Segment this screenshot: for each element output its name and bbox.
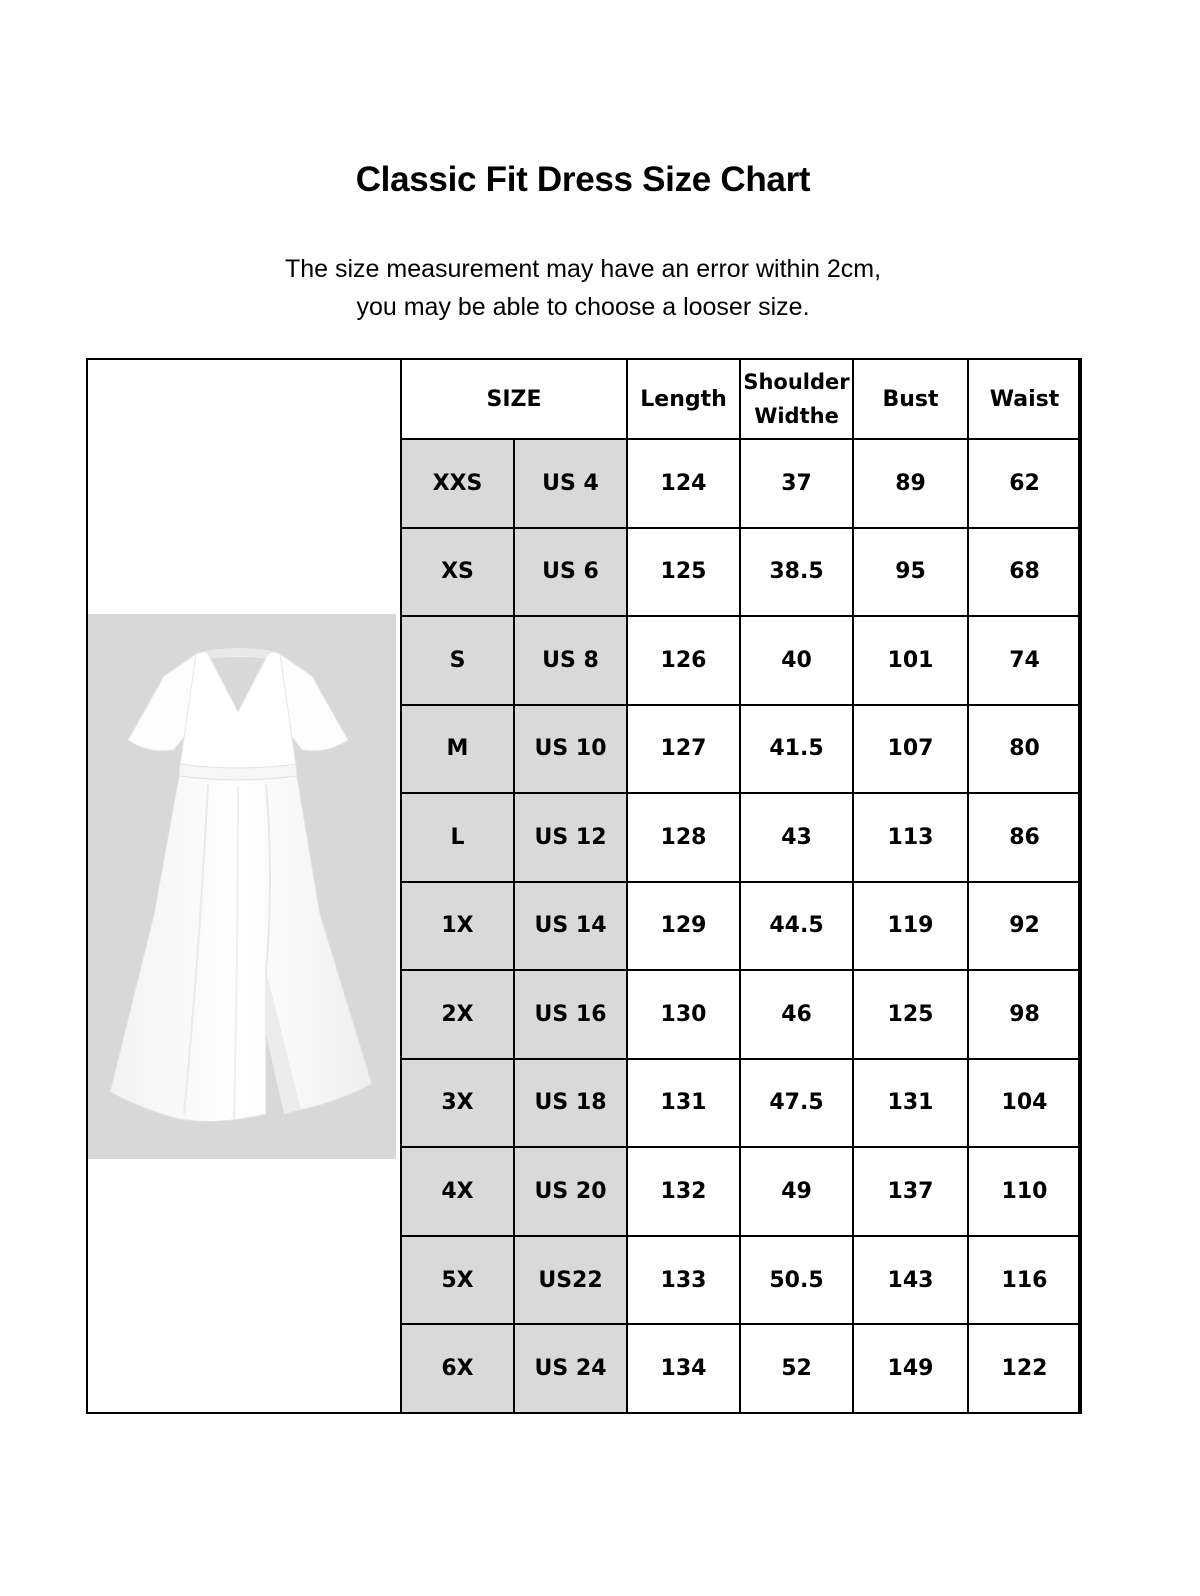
cell-bust: 107 xyxy=(853,705,968,794)
header-bust: Bust xyxy=(853,359,968,439)
cell-shoulder: 47.5 xyxy=(740,1059,853,1148)
cell-us: US 10 xyxy=(514,705,627,794)
table-row xyxy=(401,439,1081,528)
cell-length: 131 xyxy=(627,1059,740,1148)
cell-waist: 62 xyxy=(968,439,1081,528)
cell-us: US 4 xyxy=(514,439,627,528)
header-shoulder-line-2: Widthe xyxy=(754,404,839,428)
cell-shoulder: 44.5 xyxy=(740,882,853,971)
cell-us: US 20 xyxy=(514,1147,627,1236)
table-row xyxy=(401,1324,1081,1413)
cell-bust: 143 xyxy=(853,1236,968,1325)
cell-size: L xyxy=(401,793,514,882)
cell-bust: 125 xyxy=(853,970,968,1059)
table-row xyxy=(401,705,1081,794)
cell-us: US 12 xyxy=(514,793,627,882)
header-shoulder-width xyxy=(740,359,853,439)
cell-bust: 131 xyxy=(853,1059,968,1148)
cell-bust: 119 xyxy=(853,882,968,971)
cell-shoulder: 41.5 xyxy=(740,705,853,794)
cell-waist: 104 xyxy=(968,1059,1081,1148)
cell-length: 126 xyxy=(627,616,740,705)
cell-shoulder: 52 xyxy=(740,1324,853,1413)
cell-us: US 16 xyxy=(514,970,627,1059)
table-row xyxy=(401,970,1081,1059)
cell-waist: 122 xyxy=(968,1324,1081,1413)
cell-length: 128 xyxy=(627,793,740,882)
cell-us: US22 xyxy=(514,1236,627,1325)
cell-bust: 113 xyxy=(853,793,968,882)
size-note-line-1: The size measurement may have an error within 2cm, xyxy=(284,255,882,283)
cell-us: US 6 xyxy=(514,528,627,617)
cell-size: 6X xyxy=(401,1324,514,1413)
table-row xyxy=(401,528,1081,617)
size-note xyxy=(0,250,1166,326)
cell-waist: 68 xyxy=(968,528,1081,617)
cell-size: 3X xyxy=(401,1059,514,1148)
cell-size: XXS xyxy=(401,439,514,528)
cell-length: 134 xyxy=(627,1324,740,1413)
cell-us: US 24 xyxy=(514,1324,627,1413)
cell-shoulder: 46 xyxy=(740,970,853,1059)
cell-waist: 116 xyxy=(968,1236,1081,1325)
page-title: Classic Fit Dress Size Chart xyxy=(355,160,811,199)
table-row xyxy=(401,1236,1081,1325)
cell-waist: 80 xyxy=(968,705,1081,794)
cell-size: XS xyxy=(401,528,514,617)
cell-shoulder: 38.5 xyxy=(740,528,853,617)
header-length: Length xyxy=(627,359,740,439)
cell-size: M xyxy=(401,705,514,794)
cell-length: 125 xyxy=(627,528,740,617)
cell-length: 127 xyxy=(627,705,740,794)
cell-length: 129 xyxy=(627,882,740,971)
cell-bust: 89 xyxy=(853,439,968,528)
table-row xyxy=(401,793,1081,882)
size-table xyxy=(400,358,1082,1414)
cell-waist: 74 xyxy=(968,616,1081,705)
cell-waist: 86 xyxy=(968,793,1081,882)
cell-length: 132 xyxy=(627,1147,740,1236)
cell-us: US 18 xyxy=(514,1059,627,1148)
cell-shoulder: 43 xyxy=(740,793,853,882)
size-note-line-2: you may be able to choose a looser size. xyxy=(356,293,810,321)
cell-bust: 137 xyxy=(853,1147,968,1236)
header-waist: Waist xyxy=(968,359,1081,439)
cell-size: 4X xyxy=(401,1147,514,1236)
cell-size: 5X xyxy=(401,1236,514,1325)
cell-waist: 92 xyxy=(968,882,1081,971)
cell-waist: 110 xyxy=(968,1147,1081,1236)
cell-shoulder: 50.5 xyxy=(740,1236,853,1325)
cell-size: 2X xyxy=(401,970,514,1059)
size-table-header xyxy=(401,359,1081,439)
cell-length: 130 xyxy=(627,970,740,1059)
cell-us: US 14 xyxy=(514,882,627,971)
cell-us: US 8 xyxy=(514,616,627,705)
cell-bust: 149 xyxy=(853,1324,968,1413)
cell-bust: 101 xyxy=(853,616,968,705)
cell-shoulder: 40 xyxy=(740,616,853,705)
table-row xyxy=(401,1147,1081,1236)
table-row xyxy=(401,882,1081,971)
table-row xyxy=(401,616,1081,705)
cell-size: S xyxy=(401,616,514,705)
table-row xyxy=(401,1059,1081,1148)
cell-bust: 95 xyxy=(853,528,968,617)
cell-size: 1X xyxy=(401,882,514,971)
cell-shoulder: 49 xyxy=(740,1147,853,1236)
header-shoulder-line-1: Shoulder xyxy=(743,370,850,394)
cell-shoulder: 37 xyxy=(740,439,853,528)
header-size: SIZE xyxy=(401,359,627,439)
cell-length: 133 xyxy=(627,1236,740,1325)
cell-length: 124 xyxy=(627,439,740,528)
cell-waist: 98 xyxy=(968,970,1081,1059)
